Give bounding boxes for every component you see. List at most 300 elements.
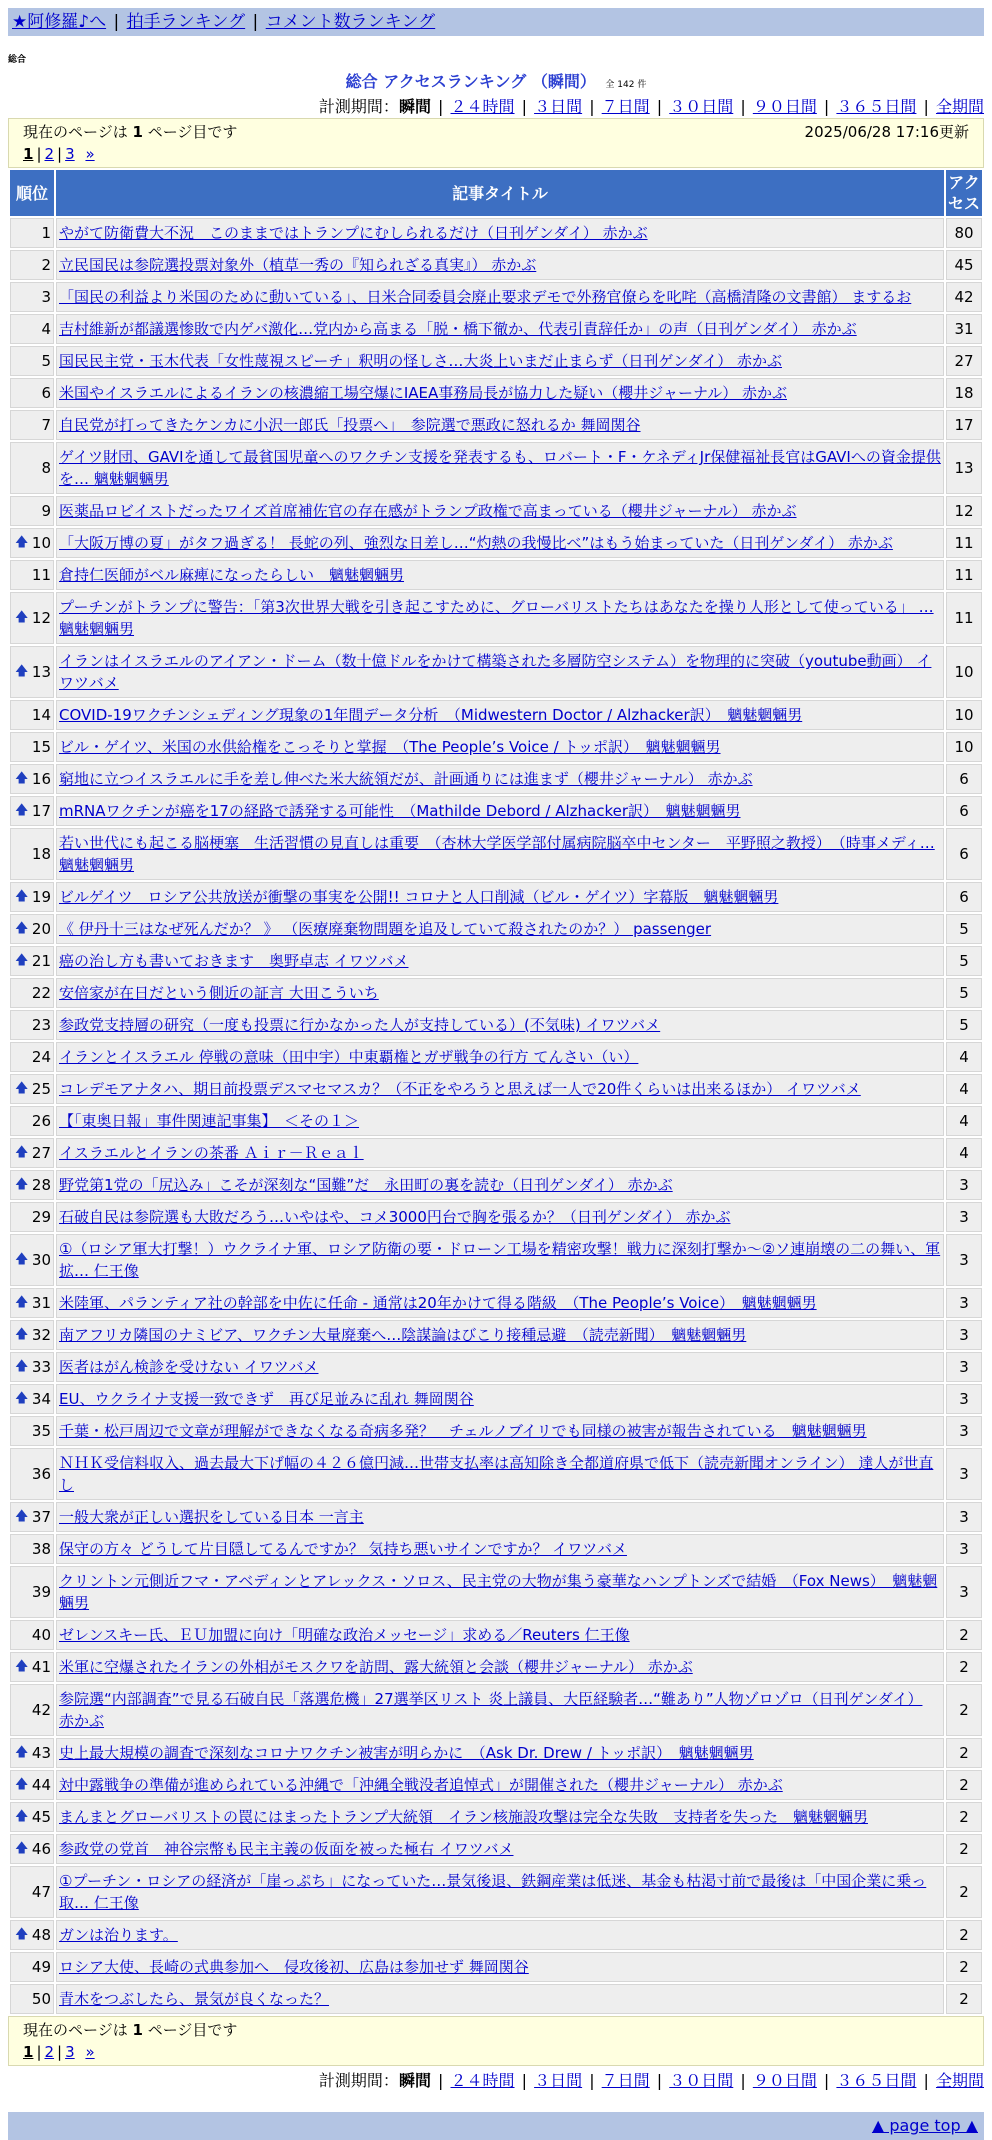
period-separator: | bbox=[918, 2071, 934, 2090]
article-title-link[interactable]: 医者はがん検診を受けない イワツバメ bbox=[59, 1358, 319, 1376]
period-separator: | bbox=[651, 2071, 668, 2090]
period-separator: | bbox=[651, 97, 668, 116]
title-cell bbox=[56, 1352, 944, 1382]
title-cell bbox=[56, 528, 944, 558]
access-count-cell: 27 bbox=[946, 346, 982, 376]
next-page-link[interactable]: » bbox=[85, 145, 95, 163]
rank-cell bbox=[10, 796, 54, 826]
rank-cell bbox=[10, 1566, 54, 1618]
title-cell bbox=[56, 978, 944, 1008]
article-title-link[interactable]: まんまとグローバリストの罠にはまったトランプ大統領 イラン核施設攻撃は完全な失敗 支持者を失った 魑魅魍魎男 bbox=[59, 1808, 868, 1826]
table-row bbox=[10, 1448, 982, 1500]
period-separator: | bbox=[918, 97, 934, 116]
table-row bbox=[10, 410, 982, 440]
title-cell bbox=[56, 828, 944, 880]
rank-cell bbox=[10, 282, 54, 312]
rank-cell bbox=[10, 1352, 54, 1382]
article-title-link[interactable]: 参政党支持層の研究（一度も投票に行かなかった人が支持している）(不気味) イワツバメ bbox=[59, 1016, 661, 1034]
title-cell bbox=[56, 882, 944, 912]
title-cell bbox=[56, 442, 944, 494]
article-title-link[interactable]: ビルゲイツ ロシア公共放送が衝撃の事実を公開!! コロナと人口削減（ビル・ゲイツ）字幕版 魑魅魍魎男 bbox=[59, 888, 779, 906]
rank-cell bbox=[10, 378, 54, 408]
table-row bbox=[10, 1170, 982, 1200]
table-row bbox=[10, 1566, 982, 1618]
article-title-link[interactable]: 「大阪万博の夏」がタフ過ぎる！ 長蛇の列、強烈な日差し…“灼熱の我慢比べ”はもう始まっていた（日刊ゲンダイ） 赤かぶ bbox=[59, 534, 893, 552]
rank-number: 37 bbox=[31, 1508, 51, 1526]
article-title-link[interactable]: mRNAワクチンが癌を17の経路で誘発する可能性 （Mathilde Debord / Alzhacker訳） 魑魅魍魎男 bbox=[59, 802, 741, 820]
title-cell bbox=[56, 1288, 944, 1318]
title-cell bbox=[56, 796, 944, 826]
article-title-link[interactable]: 窮地に立つイスラエルに手を差し伸べた米大統領だが、計画通りには進まず（櫻井ジャーナル） 赤かぶ bbox=[59, 770, 753, 788]
table-row bbox=[10, 1770, 982, 1800]
title-cell bbox=[56, 1234, 944, 1286]
table-row bbox=[10, 218, 982, 248]
title-cell bbox=[56, 314, 944, 344]
access-count-cell: 6 bbox=[946, 828, 982, 880]
rank-up-arrow-icon: 🡅 bbox=[15, 1841, 29, 1856]
article-title-link[interactable]: 倉持仁医師がベル麻痺になったらしい 魑魅魍魎男 bbox=[59, 566, 405, 584]
nav-separator: | bbox=[252, 12, 259, 32]
table-row bbox=[10, 1138, 982, 1168]
period-separator: | bbox=[516, 2071, 533, 2090]
rank-up-arrow-icon: 🡅 bbox=[15, 921, 29, 936]
article-title-link[interactable]: COVID-19ワクチンシェディング現象の1年間データ分析 （Midwestern Doctor / Alzhacker訳） 魑魅魍魎男 bbox=[59, 706, 803, 724]
article-title-link[interactable]: ゲイツ財団、GAVIを通して最貧国児童へのワクチン支援を発表するも、ロバート・F・ケネディJr保健福祉長官はGAVIへの資金提供を… 魑魅魍魎男 bbox=[59, 448, 941, 488]
article-title-link[interactable]: 南アフリカ隣国のナミビア、ワクチン大量廃棄へ…陰謀論はびこり接種忌避 （読売新聞） 魑魅魍魎男 bbox=[59, 1326, 747, 1344]
pager-top bbox=[8, 118, 984, 168]
access-count-cell: 13 bbox=[946, 442, 982, 494]
access-count-cell: 3 bbox=[946, 1384, 982, 1414]
title-cell bbox=[56, 410, 944, 440]
page-separator bbox=[78, 2043, 83, 2061]
article-title-link[interactable]: 参院選“内部調査”で見る石破自民「落選危機」27選挙区リスト 炎上議員、大臣経験者…“難あり”人物ゾロゾロ（日刊ゲンダイ） 赤かぶ bbox=[59, 1690, 923, 1730]
pager-status-row bbox=[23, 121, 969, 143]
period-link[interactable]: ３６５日間 bbox=[836, 97, 917, 116]
rank-number: 34 bbox=[31, 1390, 51, 1408]
table-row bbox=[10, 978, 982, 1008]
period-link[interactable]: ２４時間 bbox=[450, 97, 515, 116]
table-row bbox=[10, 378, 982, 408]
title-cell bbox=[56, 764, 944, 794]
article-title-link[interactable]: 保守の方々 どうして片目隠してるんですか？ 気持ち悪いサインですか？ イワツバメ bbox=[59, 1540, 627, 1558]
rank-cell bbox=[10, 914, 54, 944]
rank-number: 46 bbox=[31, 1840, 51, 1858]
access-count-cell: 3 bbox=[946, 1288, 982, 1318]
rank-number: 29 bbox=[31, 1208, 51, 1226]
rank-cell bbox=[10, 528, 54, 558]
article-title-link[interactable]: 青木をつぶしたら、景気が良くなった？ bbox=[59, 1990, 330, 2008]
access-count-cell: 4 bbox=[946, 1074, 982, 1104]
period-link[interactable]: ９０日間 bbox=[752, 97, 817, 116]
access-count-cell: 4 bbox=[946, 1042, 982, 1072]
rank-cell bbox=[10, 882, 54, 912]
table-row bbox=[10, 1738, 982, 1768]
title-cell bbox=[56, 1534, 944, 1564]
rank-cell bbox=[10, 1320, 54, 1350]
access-count-cell: 6 bbox=[946, 796, 982, 826]
table-row bbox=[10, 528, 982, 558]
rank-number: 17 bbox=[31, 802, 51, 820]
rank-up-arrow-icon: 🡅 bbox=[15, 953, 29, 968]
rank-up-arrow-icon: 🡅 bbox=[15, 1145, 29, 1160]
access-count-cell: 6 bbox=[946, 764, 982, 794]
title-cell bbox=[56, 282, 944, 312]
article-title-link[interactable]: ガンは治ります。 bbox=[59, 1926, 178, 1944]
title-cell bbox=[56, 1834, 944, 1864]
article-title-link[interactable]: 一般大衆が正しい選択をしている日本 一言主 bbox=[59, 1508, 364, 1526]
title-cell bbox=[56, 1920, 944, 1950]
access-count-cell: 2 bbox=[946, 1984, 982, 2014]
access-count-cell: 3 bbox=[946, 1534, 982, 1564]
rank-cell bbox=[10, 700, 54, 730]
rank-number: 27 bbox=[31, 1144, 51, 1162]
period-separator: | bbox=[735, 2071, 751, 2090]
period-selector-bottom bbox=[8, 2070, 984, 2092]
access-count-cell: 45 bbox=[946, 250, 982, 280]
table-row bbox=[10, 1106, 982, 1136]
rank-cell bbox=[10, 496, 54, 526]
title-cell bbox=[56, 1320, 944, 1350]
table-row bbox=[10, 560, 982, 590]
table-row bbox=[10, 764, 982, 794]
pager-bottom bbox=[8, 2016, 984, 2066]
period-link[interactable]: ７日間 bbox=[601, 97, 650, 116]
access-count-cell: 17 bbox=[946, 410, 982, 440]
rank-number: 14 bbox=[31, 706, 51, 724]
rank-cell bbox=[10, 1802, 54, 1832]
table-row bbox=[10, 1684, 982, 1736]
rank-number: 1 bbox=[41, 224, 51, 242]
next-page-link[interactable]: » bbox=[85, 2043, 95, 2061]
rank-number: 39 bbox=[31, 1583, 51, 1601]
pagination bbox=[23, 2041, 969, 2063]
rank-cell bbox=[10, 1738, 54, 1768]
period-link[interactable]: 全期間 bbox=[935, 2071, 984, 2090]
title-cell bbox=[56, 1652, 944, 1682]
access-count-cell: 3 bbox=[946, 1448, 982, 1500]
title-cell bbox=[56, 496, 944, 526]
table-row bbox=[10, 914, 982, 944]
rank-up-arrow-icon: 🡅 bbox=[15, 803, 29, 818]
rank-number: 5 bbox=[41, 352, 51, 370]
title-cell bbox=[56, 1074, 944, 1104]
title-cell bbox=[56, 378, 944, 408]
rank-cell bbox=[10, 946, 54, 976]
period-separator: | bbox=[735, 97, 751, 116]
rank-number: 6 bbox=[41, 384, 51, 402]
table-row bbox=[10, 1320, 982, 1350]
top-navigation-bar bbox=[8, 8, 984, 36]
article-title-link[interactable]: 若い世代にも起こる脳梗塞 生活習慣の見直しは重要 （杏林大学医学部付属病院脳卒中センター 平野照之教授） （時事メディ… 魑魅魍魎男 bbox=[59, 834, 935, 874]
article-title-link[interactable]: 吉村維新が都議選惨敗で内ゲバ激化…党内から高まる「脱・橋下徹か、代表引責辞任か」の声（日刊ゲンダイ） 赤かぶ bbox=[59, 320, 857, 338]
title-cell bbox=[56, 1620, 944, 1650]
access-count-cell: 12 bbox=[946, 496, 982, 526]
rank-cell bbox=[10, 1620, 54, 1650]
period-link[interactable]: ３０日間 bbox=[669, 2071, 734, 2090]
rank-number: 32 bbox=[31, 1326, 51, 1344]
article-title-link[interactable]: プーチンがトランプに警告：「第3次世界大戦を引き起こすために、グローバリストたちはあなたを操り人形として使っている」 … 魑魅魍魎男 bbox=[59, 598, 934, 638]
table-row bbox=[10, 1920, 982, 1950]
article-title-link[interactable]: 癌の治し方も書いておきます 奥野卓志 イワツバメ bbox=[59, 952, 409, 970]
access-count-cell: 3 bbox=[946, 1170, 982, 1200]
rank-number: 40 bbox=[31, 1626, 51, 1644]
rank-cell bbox=[10, 1234, 54, 1286]
access-count-cell: 80 bbox=[946, 218, 982, 248]
period-label: 計測期間： bbox=[318, 2071, 399, 2090]
rank-cell bbox=[10, 1534, 54, 1564]
rank-number: 21 bbox=[31, 952, 51, 970]
pagination bbox=[23, 143, 969, 165]
page-separator: | bbox=[57, 2043, 63, 2061]
article-title-link[interactable]: ①（ロシア軍大打撃！）ウクライナ軍、ロシア防衛の要・ドローン工場を精密攻撃！戦力に深刻打撃か～②ソ連崩壊の二の舞い、軍拡… 仁王像 bbox=[59, 1240, 941, 1280]
period-link[interactable]: ９０日間 bbox=[752, 2071, 817, 2090]
home-link[interactable]: ★阿修羅♪へ bbox=[12, 12, 107, 32]
article-title-link[interactable]: ＮＨＫ受信料収入、過去最大下げ幅の４２６億円減…世帯支払率は高知除き全都道府県で低下（読売新聞オンライン） 達人が世直し bbox=[59, 1454, 934, 1494]
article-title-link[interactable]: 「国民の利益より米国のために動いている」、日米合同委員会廃止要求デモで外務官僚らを叱咤（高橋清隆の文書館） まするお bbox=[59, 288, 912, 306]
access-column-header: アクセス bbox=[946, 170, 982, 216]
rank-cell bbox=[10, 1202, 54, 1232]
page-link[interactable]: 3 bbox=[65, 2043, 75, 2061]
rank-up-arrow-icon: 🡅 bbox=[15, 771, 29, 786]
page-separator bbox=[78, 145, 83, 163]
access-count-cell: 11 bbox=[946, 528, 982, 558]
access-count-cell: 4 bbox=[946, 1138, 982, 1168]
rank-up-arrow-icon: 🡅 bbox=[15, 1809, 29, 1824]
bottom-bar bbox=[8, 2112, 984, 2140]
access-count-cell: 3 bbox=[946, 1320, 982, 1350]
ranking-table bbox=[8, 168, 984, 2016]
rank-number: 7 bbox=[41, 416, 51, 434]
rank-number: 50 bbox=[31, 1990, 51, 2008]
rank-number: 26 bbox=[31, 1112, 51, 1130]
rank-cell bbox=[10, 1138, 54, 1168]
article-title-link[interactable]: ロシア大使、長崎の式典参加へ 侵攻後初、広島は参加せず 舞岡関谷 bbox=[59, 1958, 529, 1976]
table-row bbox=[10, 1866, 982, 1918]
article-title-link[interactable]: 史上最大規模の調査で深刻なコロナワクチン被害が明らかに （Ask Dr. Drew / トッポ訳） 魑魅魍魎男 bbox=[59, 1744, 754, 1762]
current-page-text: 現在のページは 1 ページ目です bbox=[23, 2021, 238, 2039]
pager-status-row bbox=[23, 2019, 969, 2041]
rank-cell bbox=[10, 1920, 54, 1950]
title-cell bbox=[56, 914, 944, 944]
article-title-link[interactable]: イランはイスラエルのアイアン・ドーム（数十億ドルをかけて構築された多層防空システム）を物理的に突破（youtube動画） イワツバメ bbox=[59, 652, 932, 692]
article-title-link[interactable]: 参政党の党首 神谷宗幣も民主主義の仮面を被った極右 イワツバメ bbox=[59, 1840, 514, 1858]
rank-cell bbox=[10, 1952, 54, 1982]
title-cell bbox=[56, 1566, 944, 1618]
rank-up-arrow-icon: 🡅 bbox=[15, 535, 29, 550]
rank-cell bbox=[10, 1652, 54, 1682]
period-current: 瞬間 bbox=[398, 97, 431, 116]
table-row bbox=[10, 882, 982, 912]
table-header-row bbox=[10, 170, 982, 216]
comment-ranking-link[interactable]: コメント数ランキング bbox=[265, 12, 436, 32]
title-cell bbox=[56, 1770, 944, 1800]
table-row bbox=[10, 1984, 982, 2014]
article-title-link[interactable]: 《 伊丹十三はなぜ死んだか？ 》 （医療廃棄物問題を追及していて殺されたのか？） passenger bbox=[59, 920, 712, 938]
rank-cell bbox=[10, 764, 54, 794]
access-count-cell: 2 bbox=[946, 1866, 982, 1918]
period-link[interactable]: ７日間 bbox=[601, 2071, 650, 2090]
access-count-cell: 11 bbox=[946, 560, 982, 590]
article-title-link[interactable]: やがて防衛費大不況 このままではトランプにむしられるだけ（日刊ゲンダイ） 赤かぶ bbox=[59, 224, 648, 242]
rank-cell bbox=[10, 1448, 54, 1500]
current-page-number: 1 bbox=[132, 2021, 143, 2039]
period-link[interactable]: ３０日間 bbox=[669, 97, 734, 116]
period-link[interactable]: ３日間 bbox=[534, 97, 583, 116]
access-count-cell: 3 bbox=[946, 1352, 982, 1382]
article-title-link[interactable]: 【「東奥日報」事件関連記事集】 ＜その１＞ bbox=[59, 1112, 360, 1130]
page-link[interactable]: 2 bbox=[44, 2043, 55, 2061]
title-cell bbox=[56, 946, 944, 976]
rank-cell bbox=[10, 978, 54, 1008]
page-top-link[interactable]: ▲ page top ▲ bbox=[871, 2116, 978, 2135]
access-count-cell: 3 bbox=[946, 1502, 982, 1532]
rank-number: 30 bbox=[31, 1251, 51, 1269]
page-current: 1 bbox=[23, 145, 34, 163]
rank-number: 49 bbox=[31, 1958, 51, 1976]
article-title-link[interactable]: 国民民主党・玉木代表「女性蔑視スピーチ」釈明の怪しさ…大炎上いまだ止まらず（日刊ゲンダイ） 赤かぶ bbox=[59, 352, 782, 370]
rank-number: 38 bbox=[31, 1540, 51, 1558]
access-count-cell: 3 bbox=[946, 1202, 982, 1232]
article-title-link[interactable]: ビル・ゲイツ、米国の水供給権をこっそりと掌握 （The People’s Voice / トッポ訳） 魑魅魍魎男 bbox=[59, 738, 721, 756]
access-count-cell: 4 bbox=[946, 1106, 982, 1136]
access-count-cell: 3 bbox=[946, 1234, 982, 1286]
rank-up-arrow-icon: 🡅 bbox=[15, 1659, 29, 1674]
title-cell bbox=[56, 1170, 944, 1200]
page-separator: | bbox=[36, 2043, 42, 2061]
rank-number: 44 bbox=[31, 1776, 51, 1794]
access-count-cell: 31 bbox=[946, 314, 982, 344]
table-row bbox=[10, 1288, 982, 1318]
article-title-link[interactable]: コレデモアナタハ、期日前投票デスマセマスカ？（不正をやろうと思えば一人で20件くらいは出来るほか） イワツバメ bbox=[59, 1080, 861, 1098]
rank-number: 18 bbox=[31, 845, 51, 863]
title-cell bbox=[56, 1984, 944, 2014]
rank-number: 19 bbox=[31, 888, 51, 906]
table-row bbox=[10, 646, 982, 698]
rank-cell bbox=[10, 346, 54, 376]
rank-number: 31 bbox=[31, 1294, 51, 1312]
article-title-link[interactable]: ①プーチン・ロシアの経済が「崖っぷち」になっていた…景気後退、鉄鋼産業は低迷、基金も枯渇寸前で最後は「中国企業に乗っ取… 仁王像 bbox=[59, 1872, 927, 1912]
rank-number: 9 bbox=[41, 502, 51, 520]
article-title-link[interactable]: 米陸軍、パランティア社の幹部を中佐に任命 - 通常は20年かけて得る階級 （The People’s Voice） 魑魅魍魎男 bbox=[59, 1294, 817, 1312]
rank-up-arrow-icon: 🡅 bbox=[15, 1391, 29, 1406]
table-row bbox=[10, 1074, 982, 1104]
article-title-link[interactable]: イスラエルとイランの茶番 Ａｉｒ－Ｒｅａｌ bbox=[59, 1144, 364, 1162]
title-cell bbox=[56, 560, 944, 590]
article-title-link[interactable]: 自民党が打ってきたケンカに小沢一郎氏「投票へ」 参院選で悪政に怒れるか 舞岡関谷 bbox=[59, 416, 641, 434]
title-cell bbox=[56, 1502, 944, 1532]
period-selector-top bbox=[8, 96, 984, 118]
table-row bbox=[10, 732, 982, 762]
rank-cell bbox=[10, 1502, 54, 1532]
article-title-link[interactable]: クリントン元側近フマ・アベディンとアレックス・ソロス、民主党の大物が集う豪華なハンプトンズで結婚 （Fox News） 魑魅魍魎男 bbox=[59, 1572, 938, 1612]
period-link[interactable]: ３日間 bbox=[534, 2071, 583, 2090]
rank-number: 28 bbox=[31, 1176, 51, 1194]
period-separator: | bbox=[818, 2071, 835, 2090]
table-row bbox=[10, 828, 982, 880]
access-count-cell: 2 bbox=[946, 1620, 982, 1650]
access-count-cell: 10 bbox=[946, 646, 982, 698]
title-cell bbox=[56, 1106, 944, 1136]
table-row bbox=[10, 1234, 982, 1286]
article-title-link[interactable]: 医薬品ロビイストだったワイズ首席補佐官の存在感がトランプ政権で高まっている（櫻井ジャーナル） 赤かぶ bbox=[59, 502, 797, 520]
access-count-cell: 5 bbox=[946, 914, 982, 944]
rank-cell bbox=[10, 250, 54, 280]
rank-number: 35 bbox=[31, 1422, 51, 1440]
rank-number: 13 bbox=[31, 663, 51, 681]
article-title-link[interactable]: 野党第1党の「尻込み」こそが深刻な“国難”だ 永田町の裏を読む（日刊ゲンダイ） 赤かぶ bbox=[59, 1176, 673, 1194]
table-row bbox=[10, 442, 982, 494]
article-title-link[interactable]: 安倍家が在日だという側近の証言 大田こういち bbox=[59, 984, 379, 1002]
table-row bbox=[10, 250, 982, 280]
rank-number: 10 bbox=[31, 534, 51, 552]
access-count-cell: 2 bbox=[946, 1952, 982, 1982]
nav-separator: | bbox=[113, 12, 120, 32]
access-count-cell: 3 bbox=[946, 1566, 982, 1618]
rank-cell bbox=[10, 1384, 54, 1414]
page-link[interactable]: 2 bbox=[44, 145, 55, 163]
article-title-link[interactable]: 石破自民は参院選も大敗だろう…いやはや、コメ3000円台で胸を張るか？（日刊ゲンダイ） 赤かぶ bbox=[59, 1208, 731, 1226]
access-count-cell: 6 bbox=[946, 882, 982, 912]
title-cell bbox=[56, 1202, 944, 1232]
access-count-cell: 5 bbox=[946, 978, 982, 1008]
rank-up-arrow-icon: 🡅 bbox=[15, 664, 29, 679]
rank-number: 22 bbox=[31, 984, 51, 1002]
article-title-link[interactable]: イランとイスラエル 停戦の意味（田中宇）中東覇権とガザ戦争の行方 てんさい（い） bbox=[59, 1048, 639, 1066]
rank-number: 25 bbox=[31, 1080, 51, 1098]
title-cell bbox=[56, 1448, 944, 1500]
title-cell bbox=[56, 1138, 944, 1168]
article-title-link[interactable]: EU、ウクライナ支援一致できず 再び足並みに乱れ 舞岡関谷 bbox=[59, 1390, 474, 1408]
rank-cell bbox=[10, 1416, 54, 1446]
access-count-cell: 18 bbox=[946, 378, 982, 408]
rank-number: 41 bbox=[31, 1658, 51, 1676]
rank-up-arrow-icon: 🡅 bbox=[15, 1927, 29, 1942]
rank-cell bbox=[10, 732, 54, 762]
rank-up-arrow-icon: 🡅 bbox=[15, 1777, 29, 1792]
rank-number: 3 bbox=[41, 288, 51, 306]
title-cell bbox=[56, 1684, 944, 1736]
rank-number: 45 bbox=[31, 1808, 51, 1826]
rank-number: 48 bbox=[31, 1926, 51, 1944]
period-link[interactable]: 全期間 bbox=[935, 97, 984, 116]
article-title-link[interactable]: 米国やイスラエルによるイランの核濃縮工場空爆にIAEA事務局長が協力した疑い（櫻井ジャーナル） 赤かぶ bbox=[59, 384, 787, 402]
title-cell bbox=[56, 1384, 944, 1414]
table-row bbox=[10, 796, 982, 826]
title-cell bbox=[56, 732, 944, 762]
title-column-header: 記事タイトル bbox=[56, 170, 944, 216]
rank-cell bbox=[10, 442, 54, 494]
table-row bbox=[10, 946, 982, 976]
clap-ranking-link[interactable]: 拍手ランキング bbox=[126, 12, 246, 32]
rank-number: 36 bbox=[31, 1465, 51, 1483]
article-title-link[interactable]: 対中露戦争の準備が進められている沖縄で「沖縄全戦没者追悼式」が開催された（櫻井ジャーナル） 赤かぶ bbox=[59, 1776, 783, 1794]
title-cell bbox=[56, 1866, 944, 1918]
period-link[interactable]: ２４時間 bbox=[450, 2071, 515, 2090]
page-current: 1 bbox=[23, 2043, 34, 2061]
table-row bbox=[10, 1384, 982, 1414]
title-cell bbox=[56, 1416, 944, 1446]
rank-cell bbox=[10, 1042, 54, 1072]
table-row bbox=[10, 496, 982, 526]
article-title-link[interactable]: ゼレンスキー氏、ＥＵ加盟に向け「明確な政治メッセージ」求める／Reuters 仁王像 bbox=[59, 1626, 630, 1644]
article-title-link[interactable]: 立民国民は参院選投票対象外（植草一秀の『知られざる真実』） 赤かぶ bbox=[59, 256, 537, 274]
article-title-link[interactable]: 米軍に空爆されたイランの外相がモスクワを訪問、露大統領と会談（櫻井ジャーナル） 赤かぶ bbox=[59, 1658, 693, 1676]
rank-up-arrow-icon: 🡅 bbox=[15, 1252, 29, 1267]
period-link[interactable]: ３６５日間 bbox=[836, 2071, 917, 2090]
table-row bbox=[10, 314, 982, 344]
article-title-link[interactable]: 千葉・松戸周辺で文章が理解ができなくなる奇病多発？ チェルノブイリでも同様の被害が報告されている 魑魅魍魎男 bbox=[59, 1422, 867, 1440]
page-link[interactable]: 3 bbox=[65, 145, 75, 163]
